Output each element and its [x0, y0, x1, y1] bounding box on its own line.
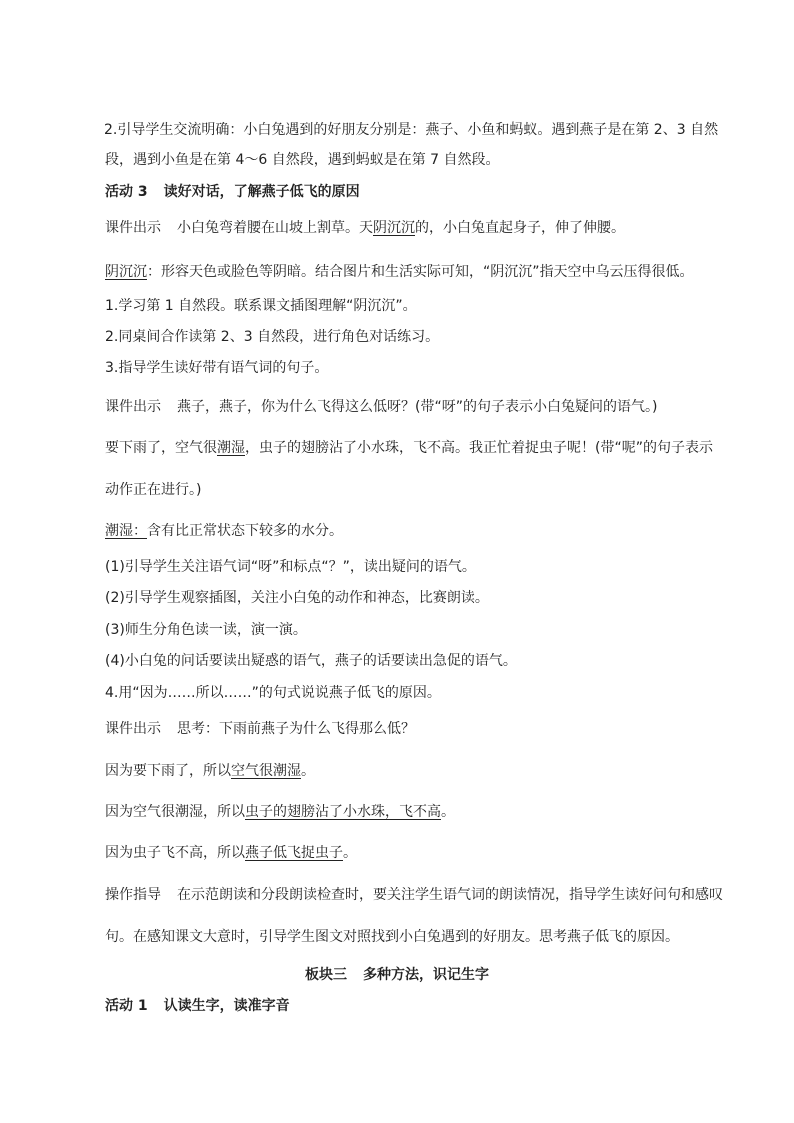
paragraph-line: 段，遇到小鱼是在第 4～6 自然段，遇到蚂蚁是在第 7 自然段。	[105, 152, 500, 168]
text-segment: 。	[301, 763, 315, 779]
quote-line	[105, 438, 713, 458]
definition-text: 含有比正常状态下较多的水分。	[147, 523, 343, 539]
text-segment: 小白兔弯着腰在山坡上割草。天	[177, 220, 373, 236]
step-item: 1.学习第 1 自然段。联系课文插图理解“阴沉沉”。	[105, 298, 417, 314]
section-heading	[0, 965, 794, 985]
courseware-label: 课件出示	[105, 220, 161, 236]
text-segment: 因为虫子飞不高，所以	[105, 845, 245, 861]
sub-step-item: (4)小白兔的问话要读出疑惑的语气，燕子的话要读出急促的语气。	[105, 653, 517, 669]
because-sentence	[105, 761, 315, 781]
underlined-term: 虫子的翅膀沾了小水珠，飞不高	[245, 804, 441, 820]
operation-guide-label: 操作指导	[105, 887, 161, 903]
step-item: 2.同桌间合作读第 2、3 自然段，进行角色对话练习。	[105, 329, 440, 345]
definition-line	[105, 262, 694, 282]
courseware-line	[105, 719, 415, 739]
paragraph-line: 2.引导学生交流明确：小白兔遇到的好朋友分别是：燕子、小鱼和蚂蚁。遇到燕子是在第 2、3 自然	[104, 122, 719, 138]
text-segment: 燕子，燕子，你为什么飞得这么低呀？(带“呀”的句子表示小白兔疑问的语气。)	[177, 399, 658, 415]
courseware-label: 课件出示	[105, 721, 161, 737]
sub-step-item: (2)引导学生观察插图，关注小白兔的动作和神态，比赛朗读。	[105, 590, 489, 606]
text-segment: 在示范朗读和分段朗读检查时，要关注学生语气词的朗读情况，指导学生读好问句和感叹	[177, 887, 723, 903]
text-segment: 要下雨了，空气很	[105, 440, 217, 456]
definition-line	[105, 521, 343, 541]
underlined-term: 燕子低飞捉虫子	[245, 845, 343, 861]
text-segment: 思考：下雨前燕子为什么飞得那么低？	[177, 721, 415, 737]
step-item: 3.指导学生读好带有语气词的句子。	[105, 360, 329, 376]
step-item: 4.用“因为……所以……”的句式说说燕子低飞的原因。	[105, 685, 441, 701]
definition-term: 阴沉沉	[105, 264, 147, 280]
text-segment: 。	[441, 804, 455, 820]
text-segment: 因为要下雨了，所以	[105, 763, 231, 779]
courseware-line	[105, 397, 657, 417]
section-label: 板块三	[305, 967, 347, 983]
text-segment: 因为空气很潮湿，所以	[105, 804, 245, 820]
activity-heading	[105, 996, 290, 1016]
sub-step-item: (1)引导学生关注语气词“呀”和标点“？”，读出疑问的语气。	[105, 559, 476, 575]
activity-title: 读好对话，了解燕子低飞的原因	[163, 184, 360, 200]
activity-label: 活动 1	[105, 998, 148, 1014]
underlined-term: 空气很潮湿	[231, 763, 301, 779]
courseware-label: 课件出示	[105, 399, 161, 415]
text-segment: 。	[343, 845, 357, 861]
definition-term: 潮湿：	[105, 523, 147, 539]
sub-step-item: (3)师生分角色读一读，演一演。	[105, 622, 307, 638]
activity-title: 认读生字，读准字音	[163, 998, 290, 1014]
underlined-term: 阴沉沉	[373, 220, 415, 236]
activity-label: 活动 3	[105, 184, 148, 200]
operation-guide-line: 句。在感知课文大意时，引导学生图文对照找到小白兔遇到的好朋友。思考燕子低飞的原因。	[105, 929, 679, 945]
quote-line: 动作正在进行。)	[105, 482, 202, 498]
definition-text: ：形容天色或脸色等阴暗。结合图片和生活实际可知，“阴沉沉”指天空中乌云压得很低。	[147, 264, 694, 280]
text-segment: 的，小白兔直起身子，伸了伸腰。	[415, 220, 625, 236]
operation-guide-line	[105, 885, 723, 905]
courseware-line	[105, 218, 625, 238]
because-sentence	[105, 802, 455, 822]
because-sentence	[105, 843, 357, 863]
underlined-term: 潮湿	[217, 440, 245, 456]
activity-heading	[105, 182, 360, 202]
section-title: 多种方法，识记生字	[363, 967, 489, 983]
text-segment: ，虫子的翅膀沾了小水珠，飞不高。我正忙着捉虫子呢！(带“呢”的句子表示	[245, 440, 713, 456]
